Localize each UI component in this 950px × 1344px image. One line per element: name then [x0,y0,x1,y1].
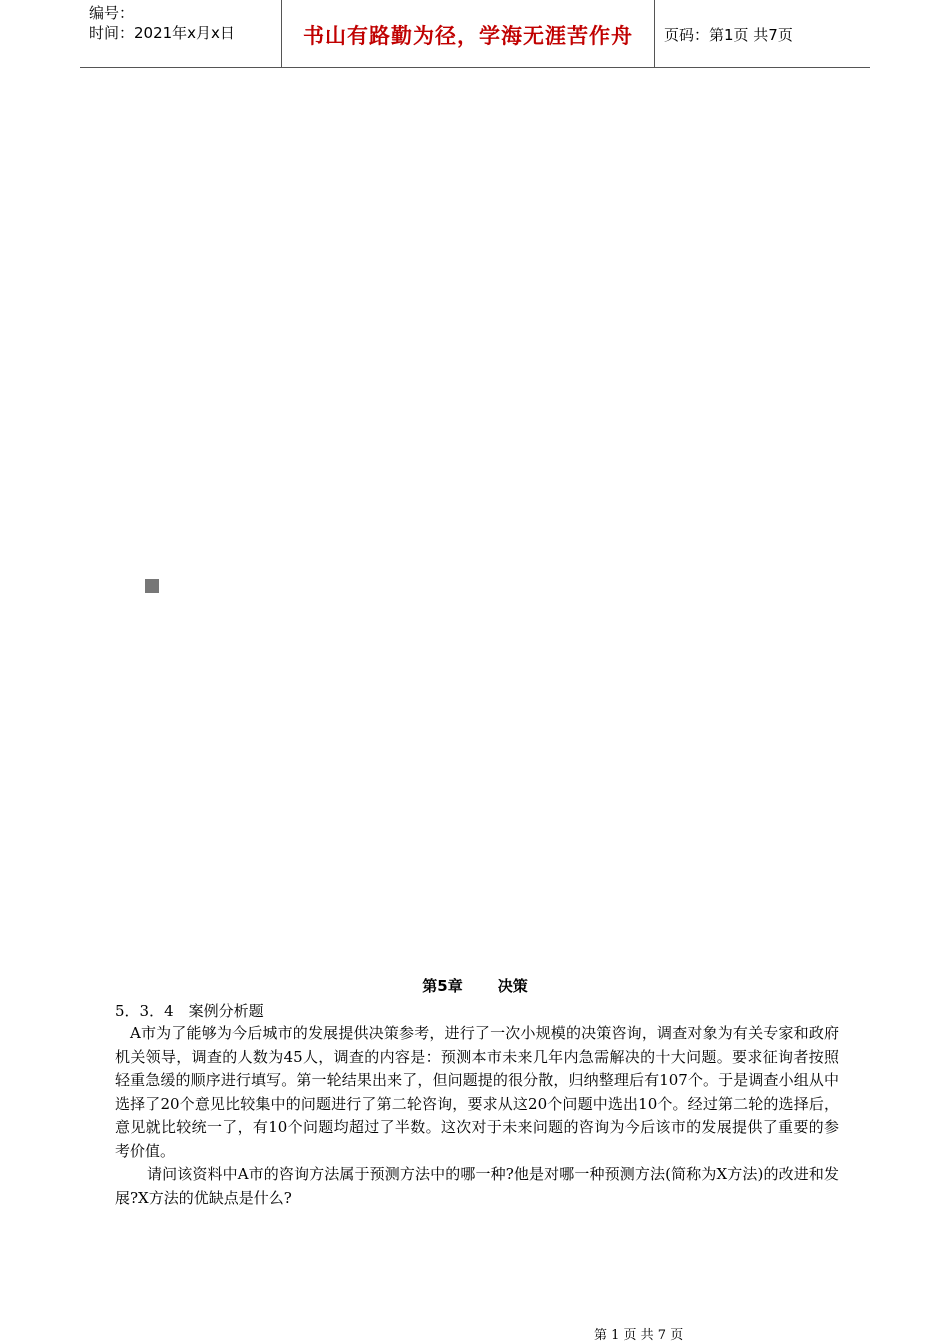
document-number-label: 编号： [89,4,135,22]
section-heading: 5．3．4 案例分析题 [115,1002,264,1020]
chapter-title: 决策 [497,977,528,995]
chapter-number: 第5章 [422,977,463,995]
square-bullet-icon [145,579,159,593]
question-paragraph: 请问该资料中A市的咨询方法属于预测方法中的哪一种?他是对哪一种预测方法(简称为X方法)的改进和发展?X方法的优缺点是什么? [115,1165,839,1207]
header-meta [89,3,235,43]
header-motto: 书山有路勤为径，学海无涯苦作舟 [303,24,633,48]
case-paragraph: A市为了能够为今后城市的发展提供决策参考，进行了一次小规模的决策咨询，调查对象为有关专家和政府机关领导，调查的人数为45人，调查的内容是：预测本市未来几年内急需解决的十大问题。要求征询者按照轻重急缓的顺序进行填写。第一轮结果出来了，但问题提的很分散，归纳整理后有107个。于是调查小组从中选择了20个意见比较集中的问题进行了第二轮咨询，要求从这20个问题中选出10个。经过第二轮的选择后，意见就比较统一了，有10个问题均超过了半数。这次对于未来问题的咨询为今后该市的发展提供了重要的参考价值。 [115,1024,839,1160]
chapter-heading [0,975,950,996]
document-time-label: 时间：2021年x月x日 [89,24,235,42]
header-page-indicator: 页码：第1页 共7页 [664,26,793,44]
page-header [80,0,870,68]
case-text [115,1022,839,1210]
page-footer: 第 1 页 共 7 页 [594,1328,684,1343]
header-divider [654,0,655,67]
